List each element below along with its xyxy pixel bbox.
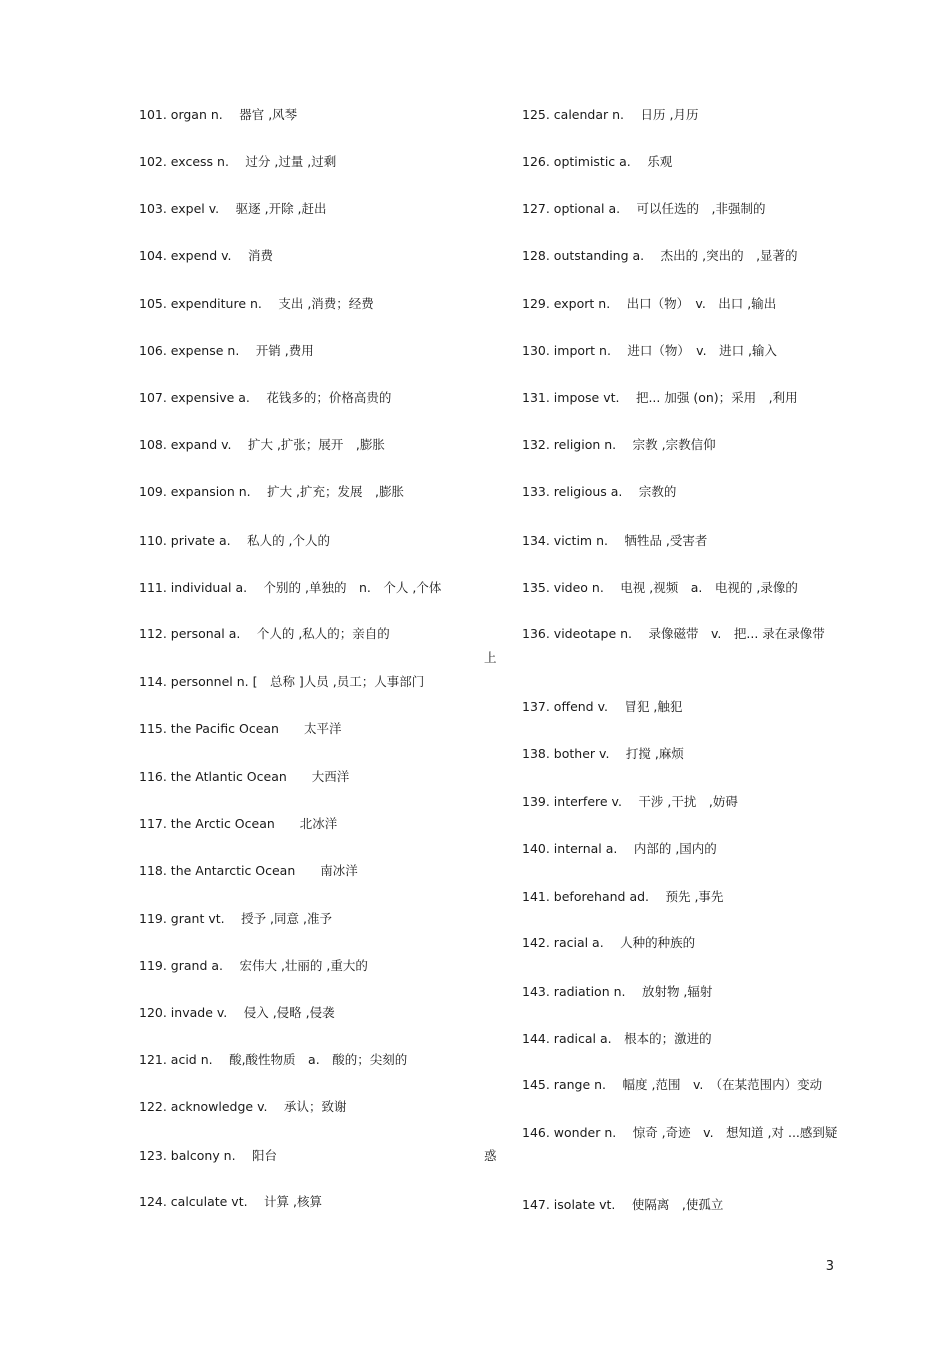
vocab-entry: 114. personnel n. [ 总称 ]人员 ,员工；人事部门	[139, 674, 425, 689]
vocab-entry: 120. invade v. 侵入 ,侵略 ,侵袭	[139, 1005, 335, 1020]
vocab-entry: 105. expenditure n. 支出 ,消费；经费	[139, 296, 374, 311]
vocab-entry: 104. expend v. 消费	[139, 248, 274, 263]
vocab-entry: 116. the Atlantic Ocean 大西洋	[139, 769, 350, 784]
vocab-entry: 112. personal a. 个人的 ,私人的；亲自的	[139, 626, 390, 641]
vocab-entry: 132. religion n. 宗教 ,宗教信仰	[522, 437, 716, 452]
vocab-entry: 144. radical a. 根本的；激进的	[522, 1031, 712, 1046]
vocab-entry: 110. private a. 私人的 ,个人的	[139, 533, 331, 548]
page-number: 3	[825, 1259, 834, 1274]
vocab-entry: 137. offend v. 冒犯 ,触犯	[522, 699, 683, 714]
vocab-entry: 138. bother v. 打搅 ,麻烦	[522, 746, 684, 761]
vocab-entry: 127. optional a. 可以任选的 ,非强制的	[522, 201, 766, 216]
vocab-entry: 139. interfere v. 干涉 ,干扰 ,妨碍	[522, 794, 738, 809]
vocab-entry: 115. the Pacific Ocean 太平洋	[139, 721, 342, 736]
vocab-entry: 143. radiation n. 放射物 ,辐射	[522, 984, 713, 999]
vocab-entry: 136. videotape n. 录像磁带 v. 把... 录在录像带	[522, 626, 825, 641]
vocab-entry: 147. isolate vt. 使隔离 ,使孤立	[522, 1197, 724, 1212]
vocab-entry: 108. expand v. 扩大 ,扩张；展开 ,膨胀	[139, 437, 385, 452]
vocab-entry: 133. religious a. 宗教的	[522, 484, 677, 499]
vocab-entry: 109. expansion n. 扩大 ,扩充；发展 ,膨胀	[139, 484, 405, 499]
vocab-entry: 135. video n. 电视 ,视频 a. 电视的 ,录像的	[522, 580, 798, 595]
vocab-entry: 134. victim n. 牺牲品 ,受害者	[522, 533, 708, 548]
vocab-entry: 119. grand a. 宏伟大 ,壮丽的 ,重大的	[139, 958, 368, 973]
wrapped-text-fragment: 惑	[484, 1148, 497, 1163]
vocab-entry: 145. range n. 幅度 ,范围 v. （在某范围内）变动	[522, 1077, 823, 1092]
vocab-entry: 141. beforehand ad. 预先 ,事先	[522, 889, 724, 904]
vocab-entry: 125. calendar n. 日历 ,月历	[522, 107, 699, 122]
vocab-entry: 123. balcony n. 阳台	[139, 1148, 278, 1163]
vocab-entry: 142. racial a. 人种的种族的	[522, 935, 696, 950]
vocab-entry: 102. excess n. 过分 ,过量 ,过剩	[139, 154, 337, 169]
vocab-entry: 118. the Antarctic Ocean 南冰洋	[139, 863, 358, 878]
vocab-entry: 128. outstanding a. 杰出的 ,突出的 ,显著的	[522, 248, 798, 263]
vocab-entry: 124. calculate vt. 计算 ,核算	[139, 1194, 322, 1209]
vocab-entry: 117. the Arctic Ocean 北冰洋	[139, 816, 338, 831]
wrapped-text-fragment: 上	[484, 650, 497, 665]
vocab-entry: 140. internal a. 内部的 ,国内的	[522, 841, 717, 856]
vocab-entry: 119. grant vt. 授予 ,同意 ,准予	[139, 911, 332, 926]
vocab-entry: 111. individual a. 个别的 ,单独的 n. 个人 ,个体	[139, 580, 442, 595]
vocab-entry: 146. wonder n. 惊奇 ,奇迹 v. 想知道 ,对 ...感到疑	[522, 1125, 838, 1140]
vocab-entry: 129. export n. 出口（物） v. 出口 ,输出	[522, 296, 777, 311]
vocab-entry: 121. acid n. 酸,酸性物质 a. 酸的；尖刻的	[139, 1052, 408, 1067]
vocab-entry: 103. expel v. 驱逐 ,开除 ,赶出	[139, 201, 327, 216]
vocab-entry: 107. expensive a. 花钱多的；价格高贵的	[139, 390, 392, 405]
vocab-entry: 126. optimistic a. 乐观	[522, 154, 673, 169]
vocab-entry: 131. impose vt. 把... 加强 (on)；采用 ,利用	[522, 390, 798, 405]
vocab-entry: 130. import n. 进口（物） v. 进口 ,输入	[522, 343, 778, 358]
vocab-entry: 106. expense n. 开销 ,费用	[139, 343, 314, 358]
vocab-entry: 101. organ n. 器官 ,风琴	[139, 107, 298, 122]
vocab-entry: 122. acknowledge v. 承认；致谢	[139, 1099, 347, 1114]
